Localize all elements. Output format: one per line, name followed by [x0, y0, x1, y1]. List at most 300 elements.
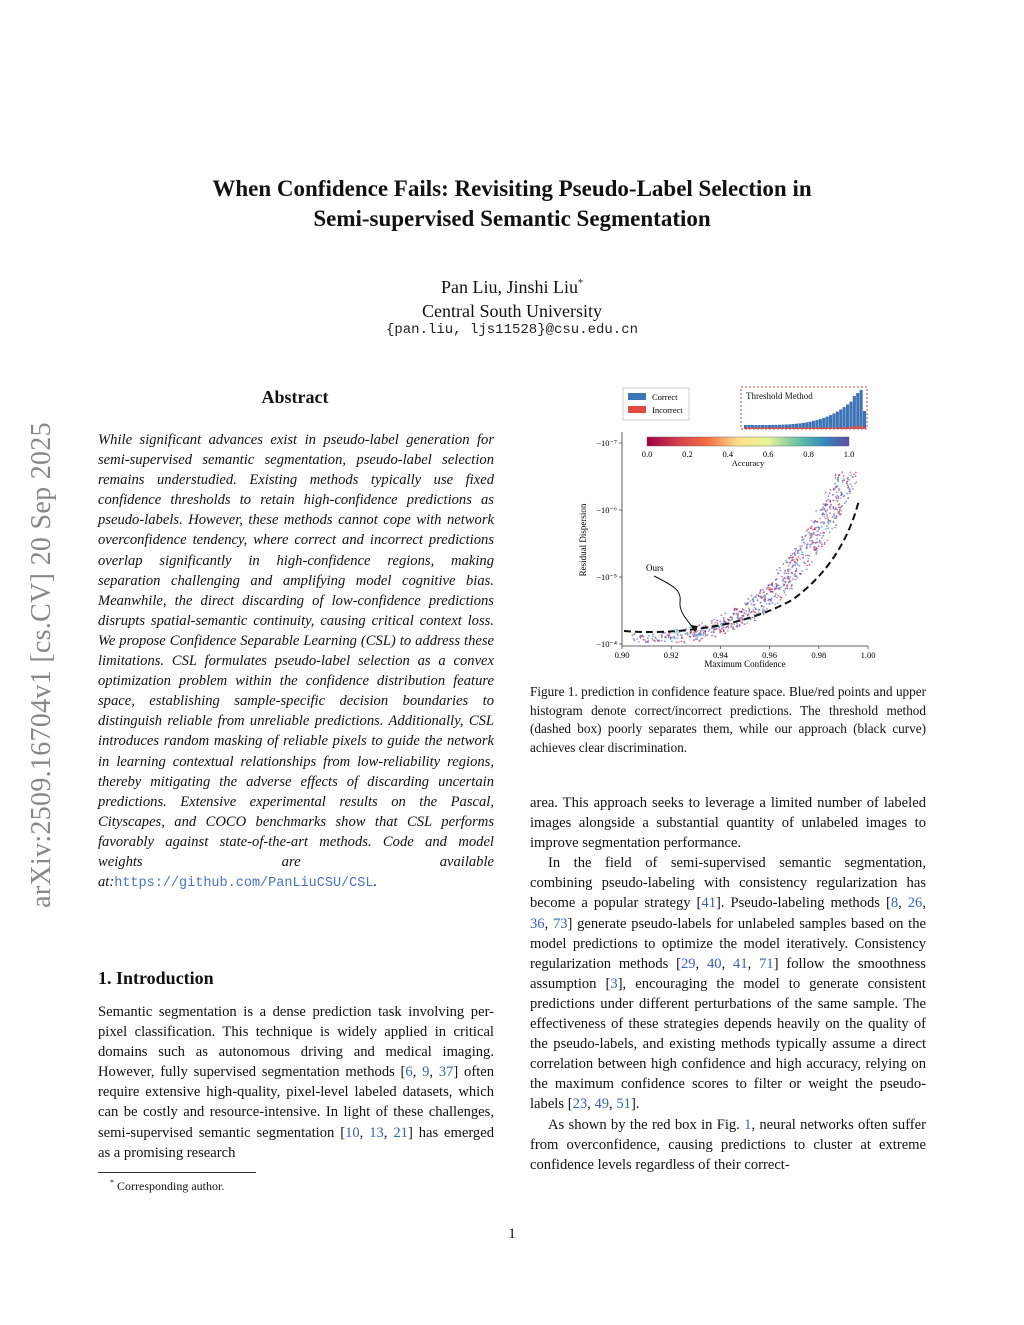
citation-link[interactable]: 73 [552, 915, 568, 932]
scatter-point [744, 602, 746, 604]
scatter-point [717, 622, 719, 624]
paragraph: As shown by the red box in Fig. 1, neural networks often suffer from overconfidence, causing predictions to cluster at extreme confidence levels regardless of their correct- [530, 1116, 926, 1173]
y-axis-ticks [596, 438, 622, 649]
scatter-point [832, 507, 834, 509]
scatter-point [677, 629, 679, 631]
scatter-point [780, 596, 782, 598]
scatter-point [766, 603, 768, 605]
scatter-point [841, 493, 843, 495]
figure-ref-link[interactable]: 1 [744, 1116, 752, 1133]
scatter-point [801, 539, 803, 541]
scatter-point [836, 491, 838, 493]
scatter-point [826, 509, 828, 511]
scatter-point [806, 569, 808, 571]
scatter-point [720, 621, 722, 623]
scatter-point [638, 641, 640, 643]
scatter-point [846, 483, 848, 485]
scatter-point [809, 546, 811, 548]
scatter-point [832, 494, 834, 496]
scatter-point [661, 637, 663, 639]
scatter-point [647, 641, 649, 643]
scatter-point [814, 528, 816, 530]
scatter-point [648, 635, 650, 637]
scatter-point [747, 598, 749, 600]
scatter-point [716, 620, 718, 622]
ours-arrow [654, 576, 695, 630]
scatter-point [800, 549, 802, 551]
scatter-point [787, 584, 789, 586]
citation-link[interactable]: 40 [707, 955, 722, 972]
scatter-point [807, 560, 809, 562]
intro-paragraph: Semantic segmentation is a dense prediction task involving per-pixel classification. This technique is widely applied in critical domains such as autonomous driving and medical imaging. However, fully supervised segmentation methods [6, 9, 37] often require extensive high-quality, pixel-level labeled datasets, which can be costly and resource-intensive. In light of these challenges, semi-supervised semantic segmentation [10, 13, 21] has emerged as a promising research [98, 1004, 495, 1161]
scatter-point [673, 638, 675, 640]
scatter-point [837, 477, 839, 479]
scatter-point [760, 602, 762, 604]
scatter-point [820, 522, 822, 524]
scatter-point [748, 610, 750, 612]
scatter-point [847, 478, 849, 480]
scatter-point [826, 504, 828, 506]
scatter-point [758, 609, 760, 611]
scatter-point [760, 590, 762, 592]
scatter-point [811, 520, 813, 522]
citation-link[interactable]: 37 [438, 1064, 454, 1081]
abstract-heading: Abstract [261, 387, 329, 407]
scatter-point [855, 472, 857, 474]
scatter-point [754, 604, 756, 606]
scatter-point [843, 480, 845, 482]
scatter-point [817, 534, 819, 536]
scatter-point [719, 629, 721, 631]
scatter-point [658, 640, 660, 642]
scatter-point [676, 642, 678, 644]
scatter-point [849, 493, 851, 495]
scatter-point [737, 614, 739, 616]
scatter-point [791, 557, 793, 559]
scatter-point [703, 634, 705, 636]
scatter-point [799, 558, 801, 560]
scatter-point [791, 588, 793, 590]
scatter-point [823, 516, 825, 518]
scatter-point [835, 496, 837, 498]
scatter-point [789, 588, 791, 590]
scatter-point [829, 508, 831, 510]
scatter-point [680, 634, 682, 636]
citation-link[interactable]: 71 [759, 955, 774, 972]
citation-link[interactable]: 41 [733, 955, 748, 972]
scatter-point [760, 595, 762, 597]
scatter-point [840, 513, 842, 515]
scatter-point [811, 540, 813, 542]
scatter-point [847, 497, 849, 499]
scatter-point [731, 625, 733, 627]
scatter-point [816, 541, 818, 543]
abstract-text: While significant advances exist in pseudo-label generation for semi-supervised semantic segmentation, pseudo-label selection remains understudied. Existing methods typically use fixed confidence thresholds to retain high-confidence predictions as pseudo-labels. However, these methods cannot cope with network overconfidence tendency, where correct and incorrect predictions overlap significantly in high-confidence regions, making separation challenging and amplifying model cognitive bias. Meanwhile, the direct discarding of low-confidence predictions disrupts spatial-semantic continuity, causing critical context loss. We propose Confidence Separable Learning (CSL) to address these limitations. CSL formulates pseudo-label selection as a convex optimization problem within the confidence distribution feature space, establishing sample-specific decision boundaries to distinguish reliable from unreliable predictions. Additionally, CSL introduces random masking of reliable pixels to guide the network in learning contextual relationships from low-reliability regions, thereby mitigating the adverse effects of discarding uncertain predictions. Extensive experimental results on the Pascal, Cityscapes, and COCO benchmarks show that CSL performs favorably against state-of-the-art methods. Code and model weights are available at: [98, 432, 494, 891]
scatter-point [728, 627, 730, 629]
scatter-point [814, 546, 816, 548]
author-email[interactable]: {pan.liu, ljs11528}@csu.edu.cn [385, 322, 639, 338]
scatter-point [733, 613, 735, 615]
scatter-point [690, 632, 692, 634]
scatter-point [813, 521, 815, 523]
scatter-point [790, 562, 792, 564]
citation-link[interactable]: 9 [422, 1064, 430, 1081]
scatter-point [837, 500, 839, 502]
scatter-point [741, 611, 743, 613]
scatter-point [822, 535, 824, 537]
scatter-point [788, 581, 790, 583]
scatter-point [762, 610, 764, 612]
scatter-point [800, 573, 802, 575]
scatter-point [741, 621, 743, 623]
citation-link[interactable]: 51 [616, 1096, 631, 1113]
scatter-point [826, 515, 828, 517]
scatter-point [842, 481, 844, 483]
scatter-point [850, 483, 852, 485]
citation-link[interactable]: 26 [907, 895, 923, 912]
scatter-point [643, 636, 645, 638]
scatter-point [762, 612, 764, 614]
scatter-point [669, 635, 671, 637]
colorbar-tick-label: 0.4 [722, 449, 734, 459]
legend-correct-swatch [628, 393, 646, 400]
scatter-point [801, 551, 803, 553]
scatter-point [754, 620, 756, 622]
legend-correct-label: Correct [652, 392, 678, 402]
figure-caption: Figure 1. prediction in confidence feature space. Blue/red points and upper histogram denote correct/incorrect predictions. The threshold method (dashed box) poorly separates them, while our approach (black curve) achieves clear discrimination. [530, 684, 926, 755]
scatter-point [853, 474, 855, 476]
scatter-point [654, 640, 656, 642]
scatter-point [700, 630, 702, 632]
scatter-point [799, 545, 801, 547]
scatter-point [739, 618, 741, 620]
scatter-point [711, 631, 713, 633]
scatter-point [636, 638, 638, 640]
scatter-point [812, 543, 814, 545]
scatter-point [694, 633, 696, 635]
scatter-point [728, 619, 730, 621]
scatter-point [841, 471, 843, 473]
scatter-point [759, 592, 761, 594]
scatter-point [783, 577, 785, 579]
scatter-point [784, 570, 786, 572]
scatter-point [824, 542, 826, 544]
scatter-point [816, 547, 818, 549]
scatter-point [850, 474, 852, 476]
scatter-point [794, 573, 796, 575]
x-tick-label: 0.96 [762, 650, 778, 660]
scatter-point [681, 637, 683, 639]
scatter-point [836, 495, 838, 497]
author-block [300, 272, 724, 323]
scatter-point [802, 557, 804, 559]
citation-link[interactable]: 8 [890, 895, 899, 912]
scatter-point [762, 608, 764, 610]
x-tick-label: 0.90 [614, 650, 630, 660]
scatter-point [838, 475, 840, 477]
scatter-point [648, 640, 650, 642]
scatter-point [799, 565, 801, 567]
scatter-point [834, 527, 836, 529]
scatter-point [794, 565, 796, 567]
citation-link[interactable]: 49 [594, 1096, 610, 1113]
scatter-point [752, 600, 754, 602]
scatter-point [806, 530, 808, 532]
scatter-point [705, 634, 707, 636]
scatter-point [841, 505, 843, 507]
scatter-point [730, 623, 732, 625]
scatter-point [804, 563, 806, 565]
scatter-point [831, 528, 833, 530]
scatter-point [825, 505, 827, 507]
scatter-point [814, 549, 816, 551]
scatter-point [789, 580, 791, 582]
scatter-point [834, 509, 836, 511]
citation-link[interactable]: 41 [701, 895, 717, 912]
scatter-point [852, 476, 854, 478]
scatter-point [779, 588, 781, 590]
scatter-point [676, 631, 678, 633]
scatter-point [766, 608, 768, 610]
scatter-point [806, 534, 808, 536]
scatter-point [786, 587, 788, 589]
scatter-point [677, 633, 679, 635]
scatter-point [771, 584, 773, 586]
footnote: * Corresponding author. [110, 1178, 225, 1193]
scatter-point [785, 573, 787, 575]
scatter-point [783, 583, 785, 585]
scatter-point [818, 527, 820, 529]
scatter-point [794, 561, 796, 563]
histogram-bar [829, 415, 832, 429]
scatter-point [837, 479, 839, 481]
scatter-point [807, 555, 809, 557]
scatter-point [807, 532, 809, 534]
scatter-point [711, 620, 713, 622]
scatter-point [822, 509, 824, 511]
scatter-point [813, 532, 815, 534]
scatter-point [829, 531, 831, 533]
scatter-point [748, 613, 750, 615]
scatter-point [811, 533, 813, 535]
scatter-point [811, 526, 813, 528]
scatter-point [839, 503, 841, 505]
scatter-point [818, 545, 820, 547]
scatter-point [821, 543, 823, 545]
scatter-point [764, 601, 766, 603]
scatter-point [732, 628, 734, 630]
scatter-point [785, 560, 787, 562]
citation-link[interactable]: 21 [393, 1124, 408, 1141]
scatter-point [720, 623, 722, 625]
scatter-point [791, 585, 793, 587]
scatter-point [795, 570, 797, 572]
scatter-point [816, 553, 818, 555]
scatter-point [798, 556, 800, 558]
scatter-point [819, 540, 821, 542]
scatter-point [732, 626, 734, 628]
scatter-point [791, 572, 793, 574]
scatter-point [797, 552, 799, 554]
x-axis-ticks [615, 646, 876, 660]
citation-link[interactable]: 3 [610, 975, 618, 992]
scatter-point [816, 538, 818, 540]
scatter-point [640, 635, 642, 637]
scatter-point [698, 640, 700, 642]
ours-label: Ours [646, 563, 664, 573]
scatter-point [830, 489, 832, 491]
y-axis-label: Residual Dispersion [578, 503, 588, 577]
scatter-point [751, 595, 753, 597]
scatter-point [777, 572, 779, 574]
scatter-point [761, 605, 763, 607]
scatter-point [794, 552, 796, 554]
scatter-point [829, 512, 831, 514]
scatter-point [634, 633, 636, 635]
scatter-point [843, 495, 845, 497]
scatter-point [702, 630, 704, 632]
scatter-point [683, 641, 685, 643]
scatter-point [654, 636, 656, 638]
scatter-point [766, 593, 768, 595]
scatter-point [830, 521, 832, 523]
scatter-point [839, 509, 841, 511]
citation-link[interactable]: 23 [572, 1096, 588, 1113]
scatter-point [668, 636, 670, 638]
scatter-point [833, 489, 835, 491]
colorbar-tick-label: 0.0 [641, 449, 653, 459]
scatter-point [676, 637, 678, 639]
x-tick-label: 1.00 [860, 650, 876, 660]
histogram-bar [863, 411, 866, 429]
histogram-bar [846, 404, 849, 429]
scatter-point [851, 486, 853, 488]
scatter-point [819, 532, 821, 534]
scatter-point [856, 481, 858, 483]
scatter-point [777, 588, 779, 590]
scatter-point [725, 613, 727, 615]
scatter-point [852, 488, 854, 490]
histogram-bar [826, 417, 829, 429]
citation-link[interactable]: 13 [369, 1124, 384, 1141]
scatter-point [755, 608, 757, 610]
y-tick-label: −10⁻⁴ [596, 639, 617, 649]
citation-link[interactable]: 10 [345, 1124, 360, 1141]
legend-incorrect-swatch [628, 406, 646, 413]
scatter-point [783, 590, 785, 592]
colorbar-tick-label: 1.0 [843, 449, 855, 459]
scatter-point [644, 639, 646, 641]
scatter-point [821, 526, 823, 528]
scatter-point [691, 634, 693, 636]
scatter-point [768, 584, 770, 586]
scatter-point [756, 594, 758, 596]
scatter-point [769, 604, 771, 606]
scatter-point [783, 580, 785, 582]
citation-link[interactable]: 29 [680, 955, 696, 972]
scatter-point [838, 506, 840, 508]
scatter-point [848, 486, 850, 488]
threshold-label: Threshold Method [746, 391, 813, 401]
scatter-point [720, 614, 722, 616]
scatter-point [716, 627, 718, 629]
x-axis-label: Maximum Confidence [704, 659, 786, 669]
scatter-point [844, 502, 846, 504]
intro-heading: 1. Introduction [98, 968, 214, 988]
histogram-bar [856, 393, 859, 429]
scatter-point [838, 512, 840, 514]
scatter-point [754, 596, 756, 598]
scatter-point [801, 545, 803, 547]
scatter-point [742, 618, 744, 620]
scatter-point [815, 542, 817, 544]
page-number: 1 [508, 1226, 516, 1242]
scatter-point [827, 527, 829, 529]
scatter-point [711, 622, 713, 624]
scatter-point [719, 632, 721, 634]
scatter-point [739, 624, 741, 626]
scatter-point [727, 625, 729, 627]
scatter-point [784, 591, 786, 593]
histogram-bar [853, 396, 856, 429]
histogram-bar [839, 409, 842, 429]
scatter-point [788, 573, 790, 575]
scatter-point [816, 530, 818, 532]
scatter-point [633, 640, 635, 642]
scatter-point [846, 493, 848, 495]
scatter-point [809, 537, 811, 539]
scatter-point [771, 588, 773, 590]
scatter-point [828, 524, 830, 526]
scatter-point [689, 636, 691, 638]
scatter-point [726, 626, 728, 628]
scatter-point [836, 516, 838, 518]
scatter-point [750, 600, 752, 602]
scatter-point [733, 623, 735, 625]
scatter-point [714, 636, 716, 638]
code-url-link[interactable]: https://github.com/PanLiuCSU/CSL [114, 876, 374, 892]
scatter-point [795, 550, 797, 552]
scatter-point [777, 595, 779, 597]
scatter-point [806, 564, 808, 566]
scatter-point [758, 595, 760, 597]
scatter-point [837, 480, 839, 482]
scatter-point [814, 520, 816, 522]
scatter-point [723, 619, 725, 621]
scatter-point [780, 586, 782, 588]
author-names: Pan Liu, Jinshi Liu* [440, 277, 583, 297]
scatter-point [776, 597, 778, 599]
citation-link[interactable]: 6 [405, 1064, 413, 1081]
scatter-point [839, 507, 841, 509]
scatter-point [774, 596, 776, 598]
scatter-point [815, 534, 817, 536]
scatter-point [664, 636, 666, 638]
scatter-point [841, 510, 843, 512]
scatter-point [792, 553, 794, 555]
citation-link[interactable]: 36 [530, 915, 545, 932]
scatter-point [748, 607, 750, 609]
x-tick-label: 0.92 [663, 650, 679, 660]
scatter-point [825, 528, 827, 530]
scatter-point [775, 593, 777, 595]
scatter-point [736, 626, 738, 628]
scatter-point [668, 633, 670, 635]
scatter-point [661, 634, 663, 636]
scatter-point [816, 521, 818, 523]
scatter-point [763, 606, 765, 608]
histogram-bar [843, 407, 846, 429]
